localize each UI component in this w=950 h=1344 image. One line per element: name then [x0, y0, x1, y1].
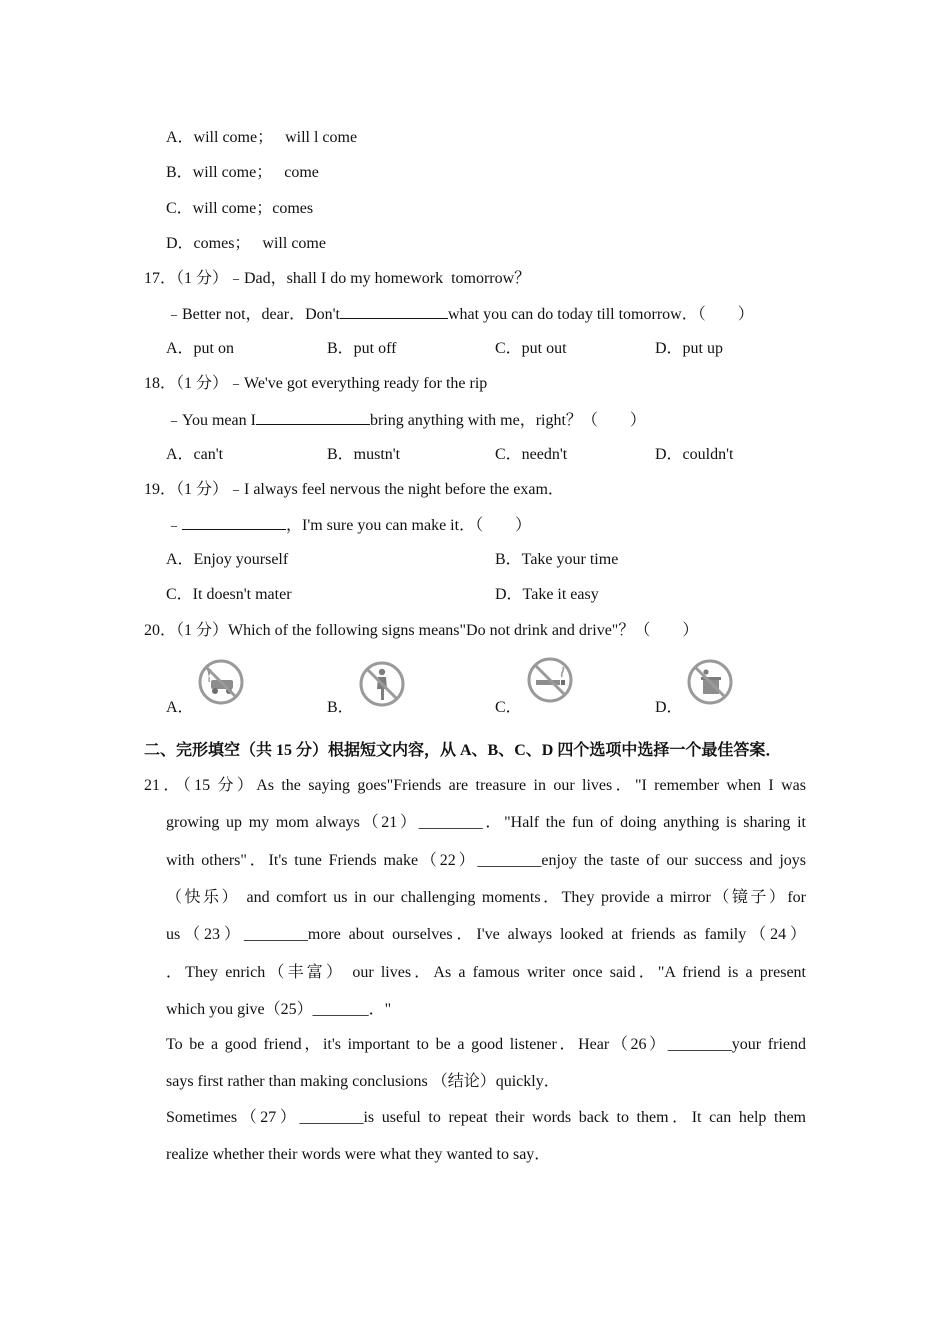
q17-blank [340, 304, 448, 319]
section-2-heading: 二、完形填空（共 15 分）根据短文内容，从 A、B、C、D 四个选项中选择一个最佳答案． [144, 742, 782, 759]
q19-line2-pre: ﹣ [166, 517, 183, 534]
q21-line-8: To be a good friend，it's important to be a good listener．Hear（26）________your friend [166, 1036, 806, 1053]
no-walking-icon [358, 658, 406, 710]
q21-line-11: realize whether their words were what they wanted to say． [166, 1146, 551, 1163]
q21-line-3: with others"．It's tune Friends make（22）________enjoy the taste of our success and joys [166, 852, 806, 869]
q18-option-d: D．couldn't [655, 446, 734, 463]
q18-line2-pre: ﹣You mean I [166, 412, 256, 429]
q21-line-6: ．They enrich（丰富） our lives．As a famous writer once said．"A friend is a present [166, 964, 806, 981]
q20-option-c-label: C． [495, 699, 522, 716]
no-drinking-driving-icon [197, 656, 245, 708]
q19-option-b: B．Take your time [495, 551, 619, 568]
q17-option-c: C．put out [495, 340, 567, 357]
q21-line-1: 21．（15 分）As the saying goes"Friends are treasure in our lives．"I remember when I was [144, 777, 806, 794]
q17-option-d: D．put up [655, 340, 724, 357]
q17-line2 [166, 304, 754, 325]
q18-line2-post: bring anything with me，right？（ ） [369, 412, 646, 429]
q20-option-b-label: B． [327, 699, 354, 716]
q18-line2 [166, 410, 646, 431]
q17-line2-post: what you can do today till tomorrow．（ ） [447, 306, 754, 323]
q19-line2 [166, 515, 531, 536]
q17-stem: 17．（1 分）﹣Dad，shall I do my homework tomorrow？ [144, 270, 531, 287]
q16-option-d: D．comes； will come [166, 235, 326, 252]
q21-line-10: Sometimes（27）________is useful to repeat their words back to them．It can help them [166, 1109, 806, 1126]
no-littering-icon [686, 656, 734, 708]
q17-line2-pre: ﹣Better not，dear．Don't [166, 306, 340, 323]
q18-blank [256, 410, 370, 425]
q21-line-5: us（23）________more about ourselves．I've always looked at friends as family（24） [166, 926, 806, 943]
q19-option-d: D．Take it easy [495, 586, 599, 603]
q20-option-d-label: D． [655, 699, 683, 716]
q18-option-a: A．can't [166, 446, 224, 463]
q19-option-a: A．Enjoy yourself [166, 551, 289, 568]
q19-stem: 19．（1 分）﹣I always feel nervous the night before the exam． [144, 481, 564, 498]
q20-option-a-label: A． [166, 699, 194, 716]
q21-line-9: says first rather than making conclusions （结论）quickly． [166, 1073, 560, 1090]
q18-option-c: C．needn't [495, 446, 568, 463]
no-smoking-icon [526, 654, 574, 706]
q20-stem: 20．（1 分）Which of the following signs means"Do not drink and drive"？（ ） [144, 622, 699, 639]
q21-line-4: （快乐） and comfort us in our challenging moments．They provide a mirror（镜子）for [166, 889, 806, 906]
q17-option-b: B．put off [327, 340, 397, 357]
q16-option-b: B．will come； come [166, 164, 319, 181]
q21-line-2: growing up my mom always（21）________．"Half the fun of doing anything is sharing it [166, 814, 806, 831]
q17-option-a: A．put on [166, 340, 235, 357]
q16-option-c: C．will come；comes [166, 200, 314, 217]
q18-stem: 18．（1 分）﹣We've got everything ready for the rip [144, 375, 488, 392]
q19-blank [182, 515, 286, 530]
q21-line-7: which you give（25）_______．" [166, 1001, 392, 1018]
q19-option-c: C．It doesn't mater [166, 586, 292, 603]
q16-option-a: A．will come； will l come [166, 129, 358, 146]
q18-option-b: B．mustn't [327, 446, 401, 463]
q19-line2-post: ，I'm sure you can make it．（ ） [286, 517, 532, 534]
